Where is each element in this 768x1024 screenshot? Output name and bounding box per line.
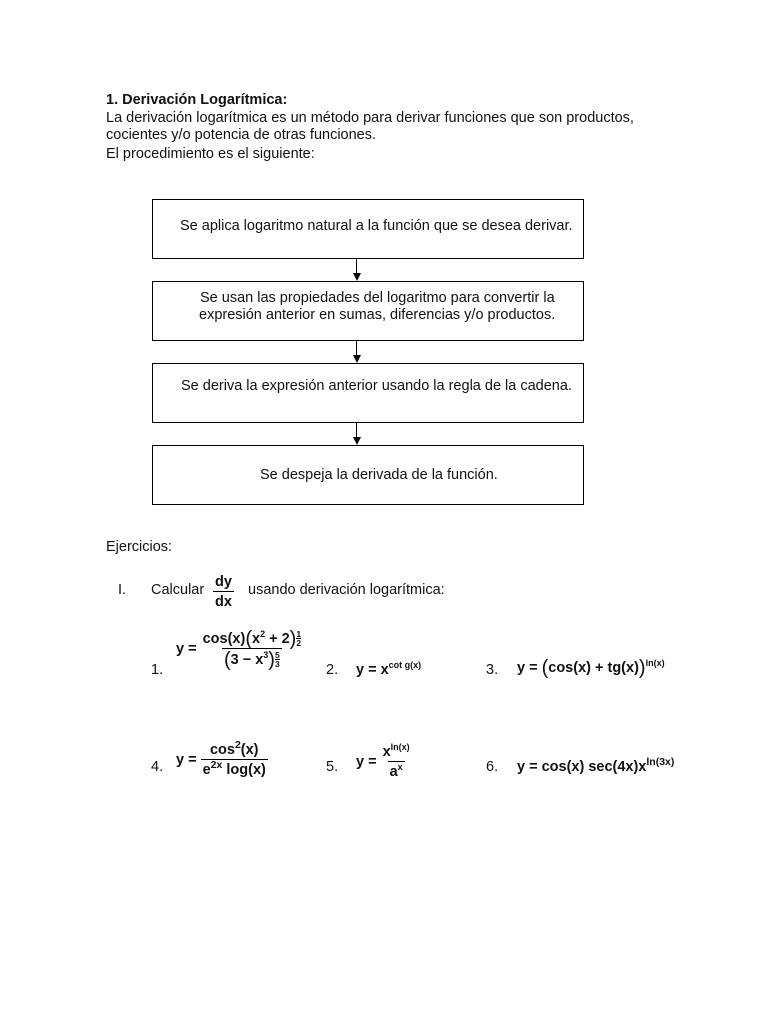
exercise-4-number: 4. xyxy=(151,759,164,775)
flow-arrowhead-1 xyxy=(353,273,361,281)
exercise-6-number: 6. xyxy=(486,759,499,775)
roman-numeral: I. xyxy=(118,582,127,598)
flow-arrow-3 xyxy=(356,423,357,437)
intro-line-2: cocientes y/o potencia de otras funciones. xyxy=(106,127,377,143)
dy-numerator: dy xyxy=(215,574,232,590)
exercise-3-formula: $y = (\cos(x) + tg(x))^{ln(x)}$ xyxy=(517,657,665,680)
exercise-6-formula: y = cos(x) $\sec(4x)x^{ln(3x)}$ xyxy=(517,756,675,775)
exercise-1-formula: y = $\cos(x)(x^2 + 2)$ $\frac{1}{2}$ $(3 - x^3)$ $\frac{5}{3}$ xyxy=(176,628,302,671)
flow-arrow-1 xyxy=(356,259,357,273)
intro-line-1: La derivación logarítmica es un método para derivar funciones que son productos, xyxy=(106,110,634,126)
exercise-2-number: 2. xyxy=(326,662,339,678)
flow-step-4 xyxy=(152,445,584,505)
flow-step-2 xyxy=(152,281,584,341)
instruction-pre: Calcular xyxy=(151,582,205,598)
exercise-3-number: 3. xyxy=(486,662,499,678)
instruction-post: usando derivación logarítmica: xyxy=(248,582,445,598)
flow-arrowhead-2 xyxy=(353,355,361,363)
exercise-5-formula: y = $\frac{x^{ln(x)}}{a^x}$ xyxy=(356,742,410,780)
exercises-heading: Ejercicios: xyxy=(106,539,173,555)
section-title: 1. Derivación Logarítmica: xyxy=(106,92,288,108)
flow-arrow-2 xyxy=(356,341,357,355)
intro-line-3: El procedimiento es el siguiente: xyxy=(106,146,315,162)
flow-step-3 xyxy=(152,363,584,423)
exercise-2-formula: $y = x^{cot g(x)}$ xyxy=(356,660,422,678)
exercise-1-number: 1. xyxy=(151,662,164,678)
exercise-5-number: 5. xyxy=(326,759,339,775)
flow-step-2-text-a: Se usan las propiedades del logaritmo para convertir la xyxy=(200,290,555,306)
exercise-4-formula: y = $\frac{\cos^2(x)}{e^{2x} \log(x)}$ xyxy=(176,739,266,778)
dx-denominator: dx xyxy=(213,591,234,610)
flow-arrowhead-3 xyxy=(353,437,361,445)
flow-step-2-text-b: expresión anterior en sumas, diferencias y/o productos. xyxy=(199,307,556,323)
flow-step-4-text: Se despeja la derivada de la función. xyxy=(260,467,498,483)
dy-dx-fraction xyxy=(213,574,234,610)
flow-step-3-text: Se deriva la expresión anterior usando la regla de la cadena. xyxy=(181,378,572,394)
flow-step-1-text: Se aplica logaritmo natural a la función que se desea derivar. xyxy=(180,218,573,234)
flow-step-1 xyxy=(152,199,584,259)
